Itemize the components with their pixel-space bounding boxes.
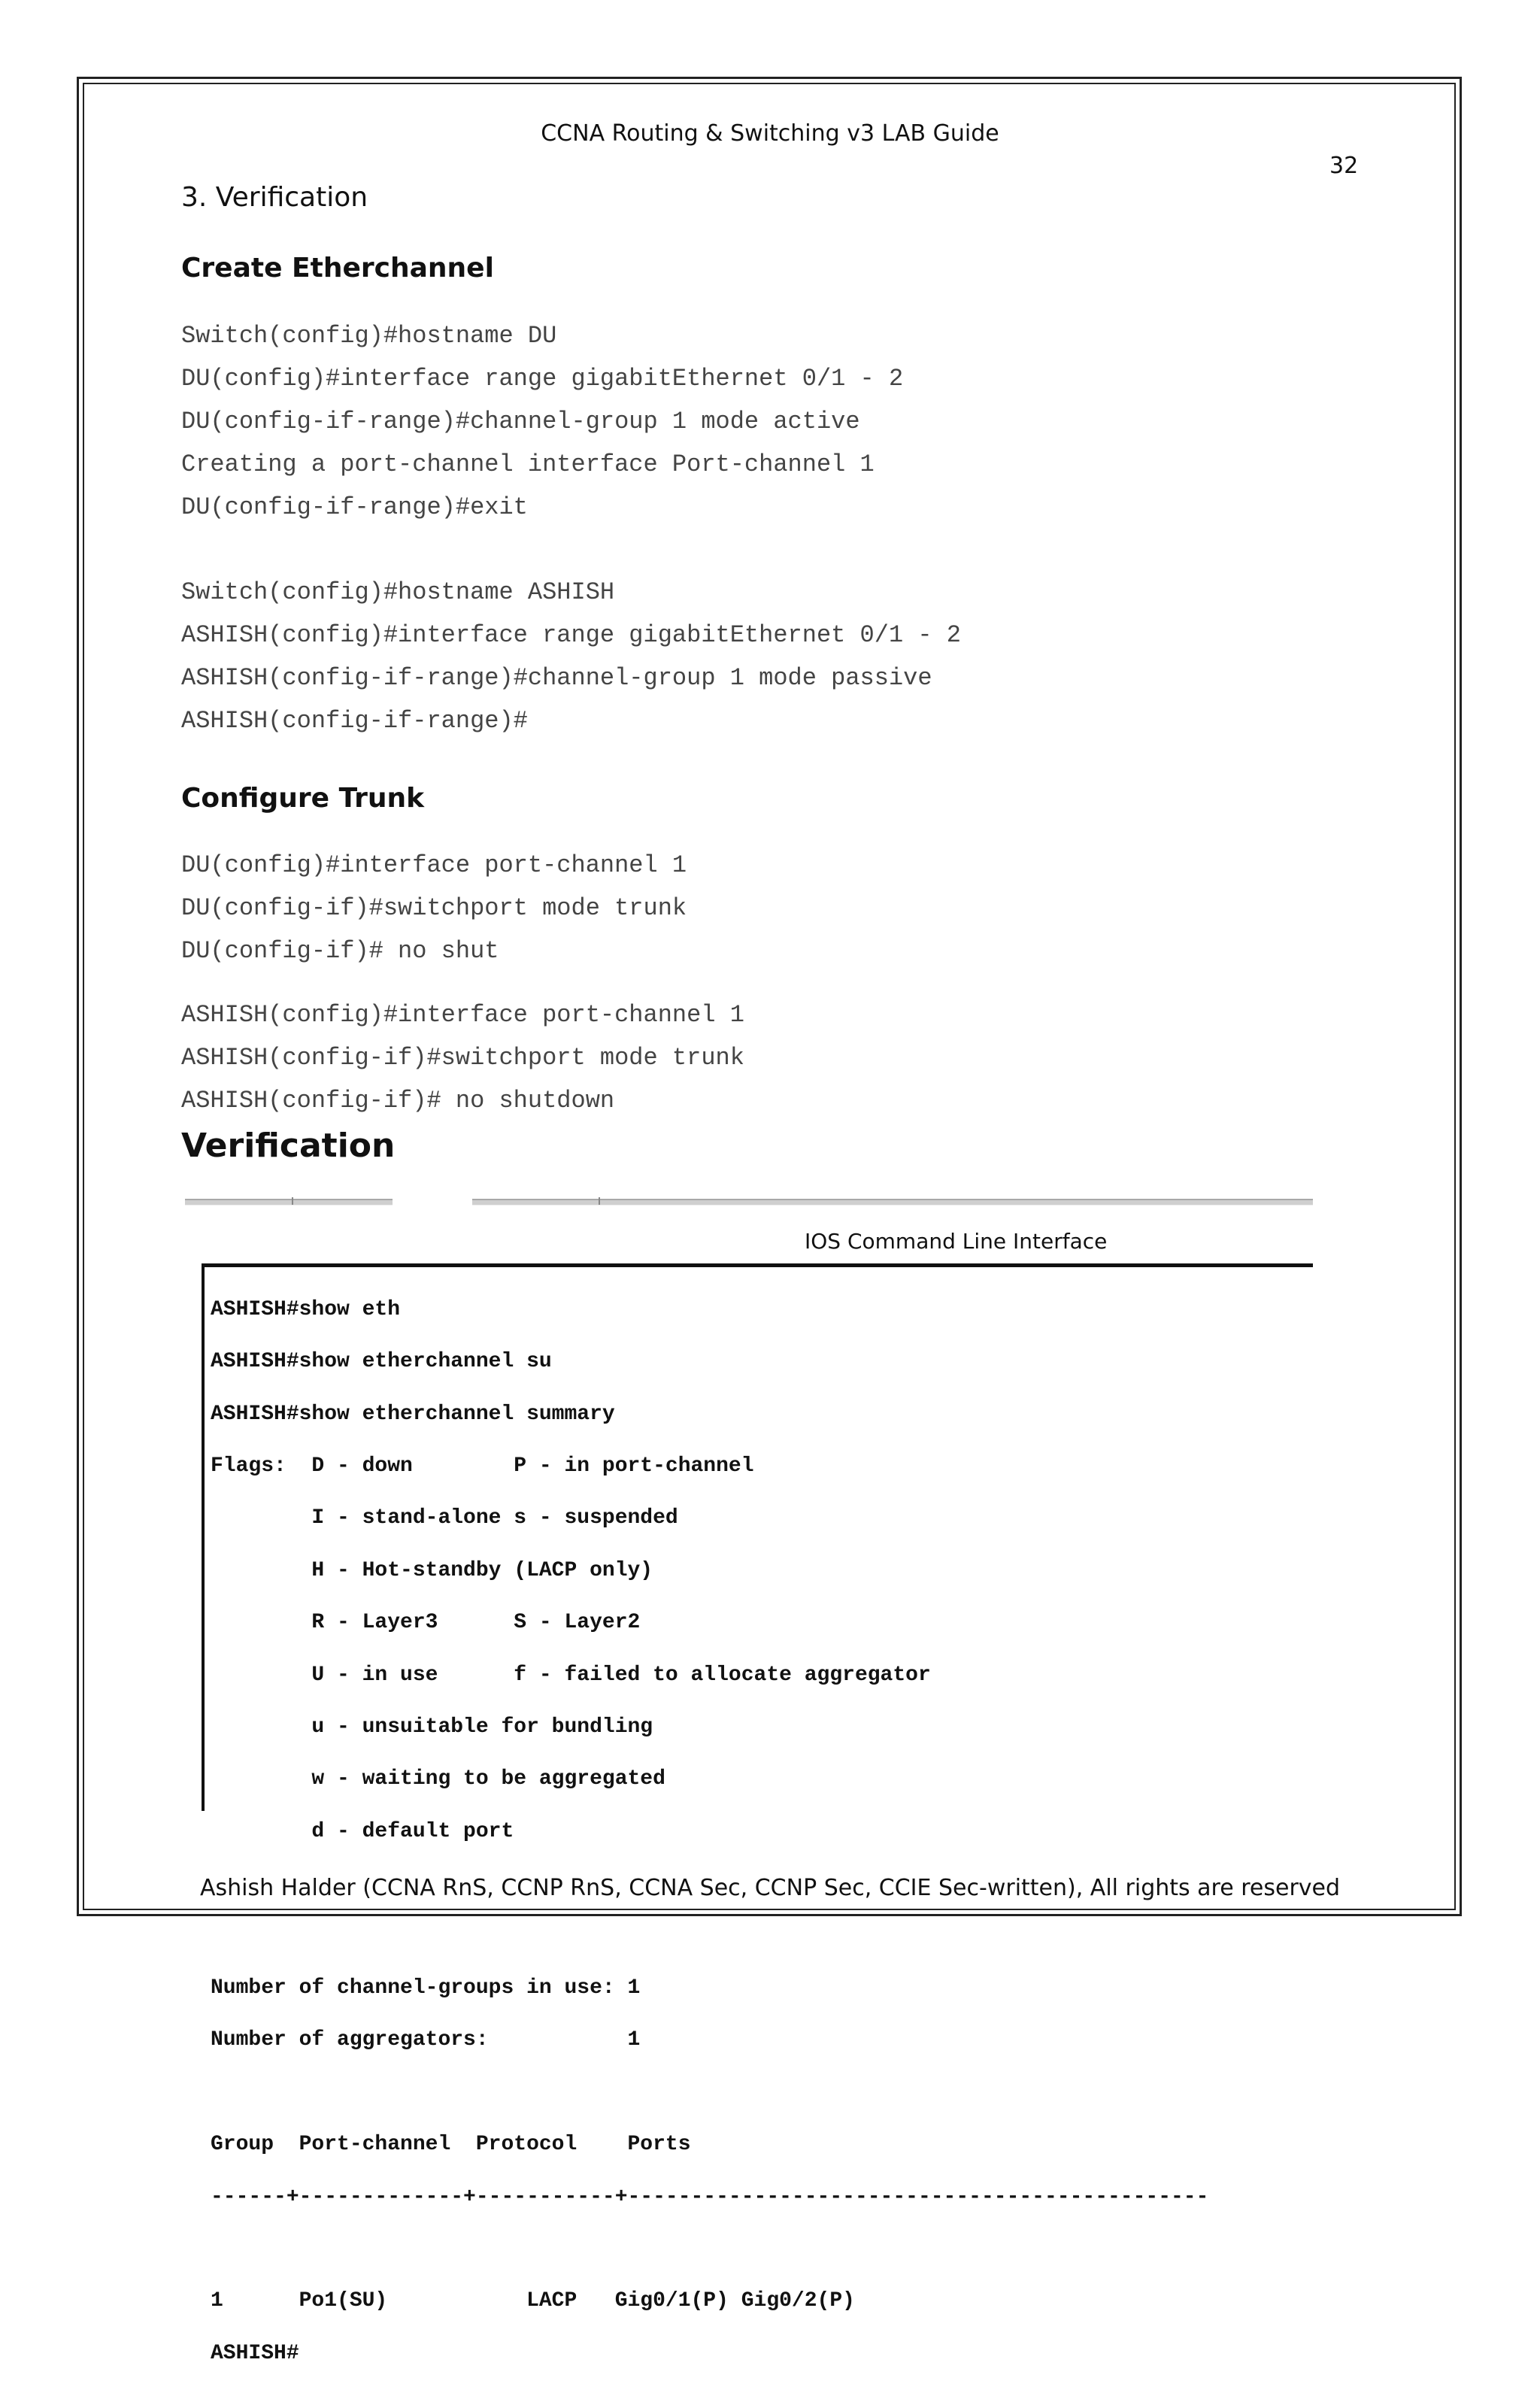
cli-line: Flags: D - down P - in port-channel <box>211 1454 754 1478</box>
code-line: DU(config-if)# no shut <box>181 937 499 965</box>
running-header: CCNA Routing & Switching v3 LAB Guide <box>541 120 999 147</box>
code-line: DU(config)#interface range gigabitEthernet 0/1 - 2 <box>181 365 904 393</box>
heading-create-etherchannel: Create Etherchannel <box>181 253 494 284</box>
code-line: Switch(config)#hostname ASHISH <box>181 578 615 606</box>
cli-line: U - in use f - failed to allocate aggregator <box>211 1663 931 1687</box>
section-title: 3. Verification <box>181 182 368 213</box>
code-line: ASHISH(config-if)#switchport mode trunk <box>181 1044 744 1072</box>
page-footer: Ashish Halder (CCNA RnS, CCNP RnS, CCNA Sec, CCNP Sec, CCIE Sec-written), All rights are reserved <box>199 1875 1341 1901</box>
code-line: DU(config-if)#switchport mode trunk <box>181 894 687 922</box>
cli-output <box>211 1271 1208 2393</box>
code-line: Switch(config)#hostname DU <box>181 322 557 350</box>
cli-line: u - unsuitable for bundling <box>211 1715 653 1739</box>
heading-configure-trunk: Configure Trunk <box>181 783 425 814</box>
code-line: ASHISH(config-if-range)#channel-group 1 mode passive <box>181 664 932 692</box>
page-number: 32 <box>1329 153 1359 179</box>
cli-line: ASHISH# <box>211 2341 299 2365</box>
cli-line: ASHISH#show eth <box>211 1297 401 1321</box>
cli-line: Number of channel-groups in use: 1 <box>211 1976 641 2000</box>
code-line: DU(config)#interface port-channel 1 <box>181 851 687 879</box>
code-line: ASHISH(config-if)# no shutdown <box>181 1087 615 1115</box>
cli-line: 1 Po1(SU) LACP Gig0/1(P) Gig0/2(P) <box>211 2289 855 2313</box>
cli-line <box>211 1924 1208 1950</box>
cli-window-title: IOS Command Line Interface <box>805 1229 1108 1254</box>
cli-line: Number of aggregators: 1 <box>211 2028 641 2052</box>
cli-line: Group Port-channel Protocol Ports <box>211 2133 691 2157</box>
cli-line: ASHISH#show etherchannel summary <box>211 1402 615 1426</box>
heading-verification: Verification <box>181 1127 396 1165</box>
cli-line: R - Layer3 S - Layer2 <box>211 1611 641 1635</box>
cli-tab-strip[interactable] <box>185 1199 393 1206</box>
tab-divider <box>292 1197 293 1205</box>
cli-line: d - default port <box>211 1819 514 1843</box>
cli-line: ASHISH#show etherchannel su <box>211 1350 552 1374</box>
cli-line: w - waiting to be aggregated <box>211 1767 665 1791</box>
cli-line: ------+-------------+-----------+---------------------------------------------- <box>211 2185 1209 2209</box>
cli-line <box>211 2080 1208 2106</box>
code-line: DU(config-if-range)#exit <box>181 493 528 521</box>
code-line: Creating a port-channel interface Port-channel 1 <box>181 450 875 478</box>
code-line: ASHISH(config)#interface range gigabitEthernet 0/1 - 2 <box>181 621 961 649</box>
cli-line: I - stand-alone s - suspended <box>211 1506 678 1530</box>
tab-divider <box>599 1197 600 1205</box>
code-line: DU(config-if-range)#channel-group 1 mode active <box>181 408 860 435</box>
cli-line: H - Hot-standby (LACP only) <box>211 1558 653 1582</box>
code-line: ASHISH(config-if-range)# <box>181 707 528 735</box>
cli-line <box>211 2237 1208 2263</box>
code-line: ASHISH(config)#interface port-channel 1 <box>181 1001 744 1029</box>
